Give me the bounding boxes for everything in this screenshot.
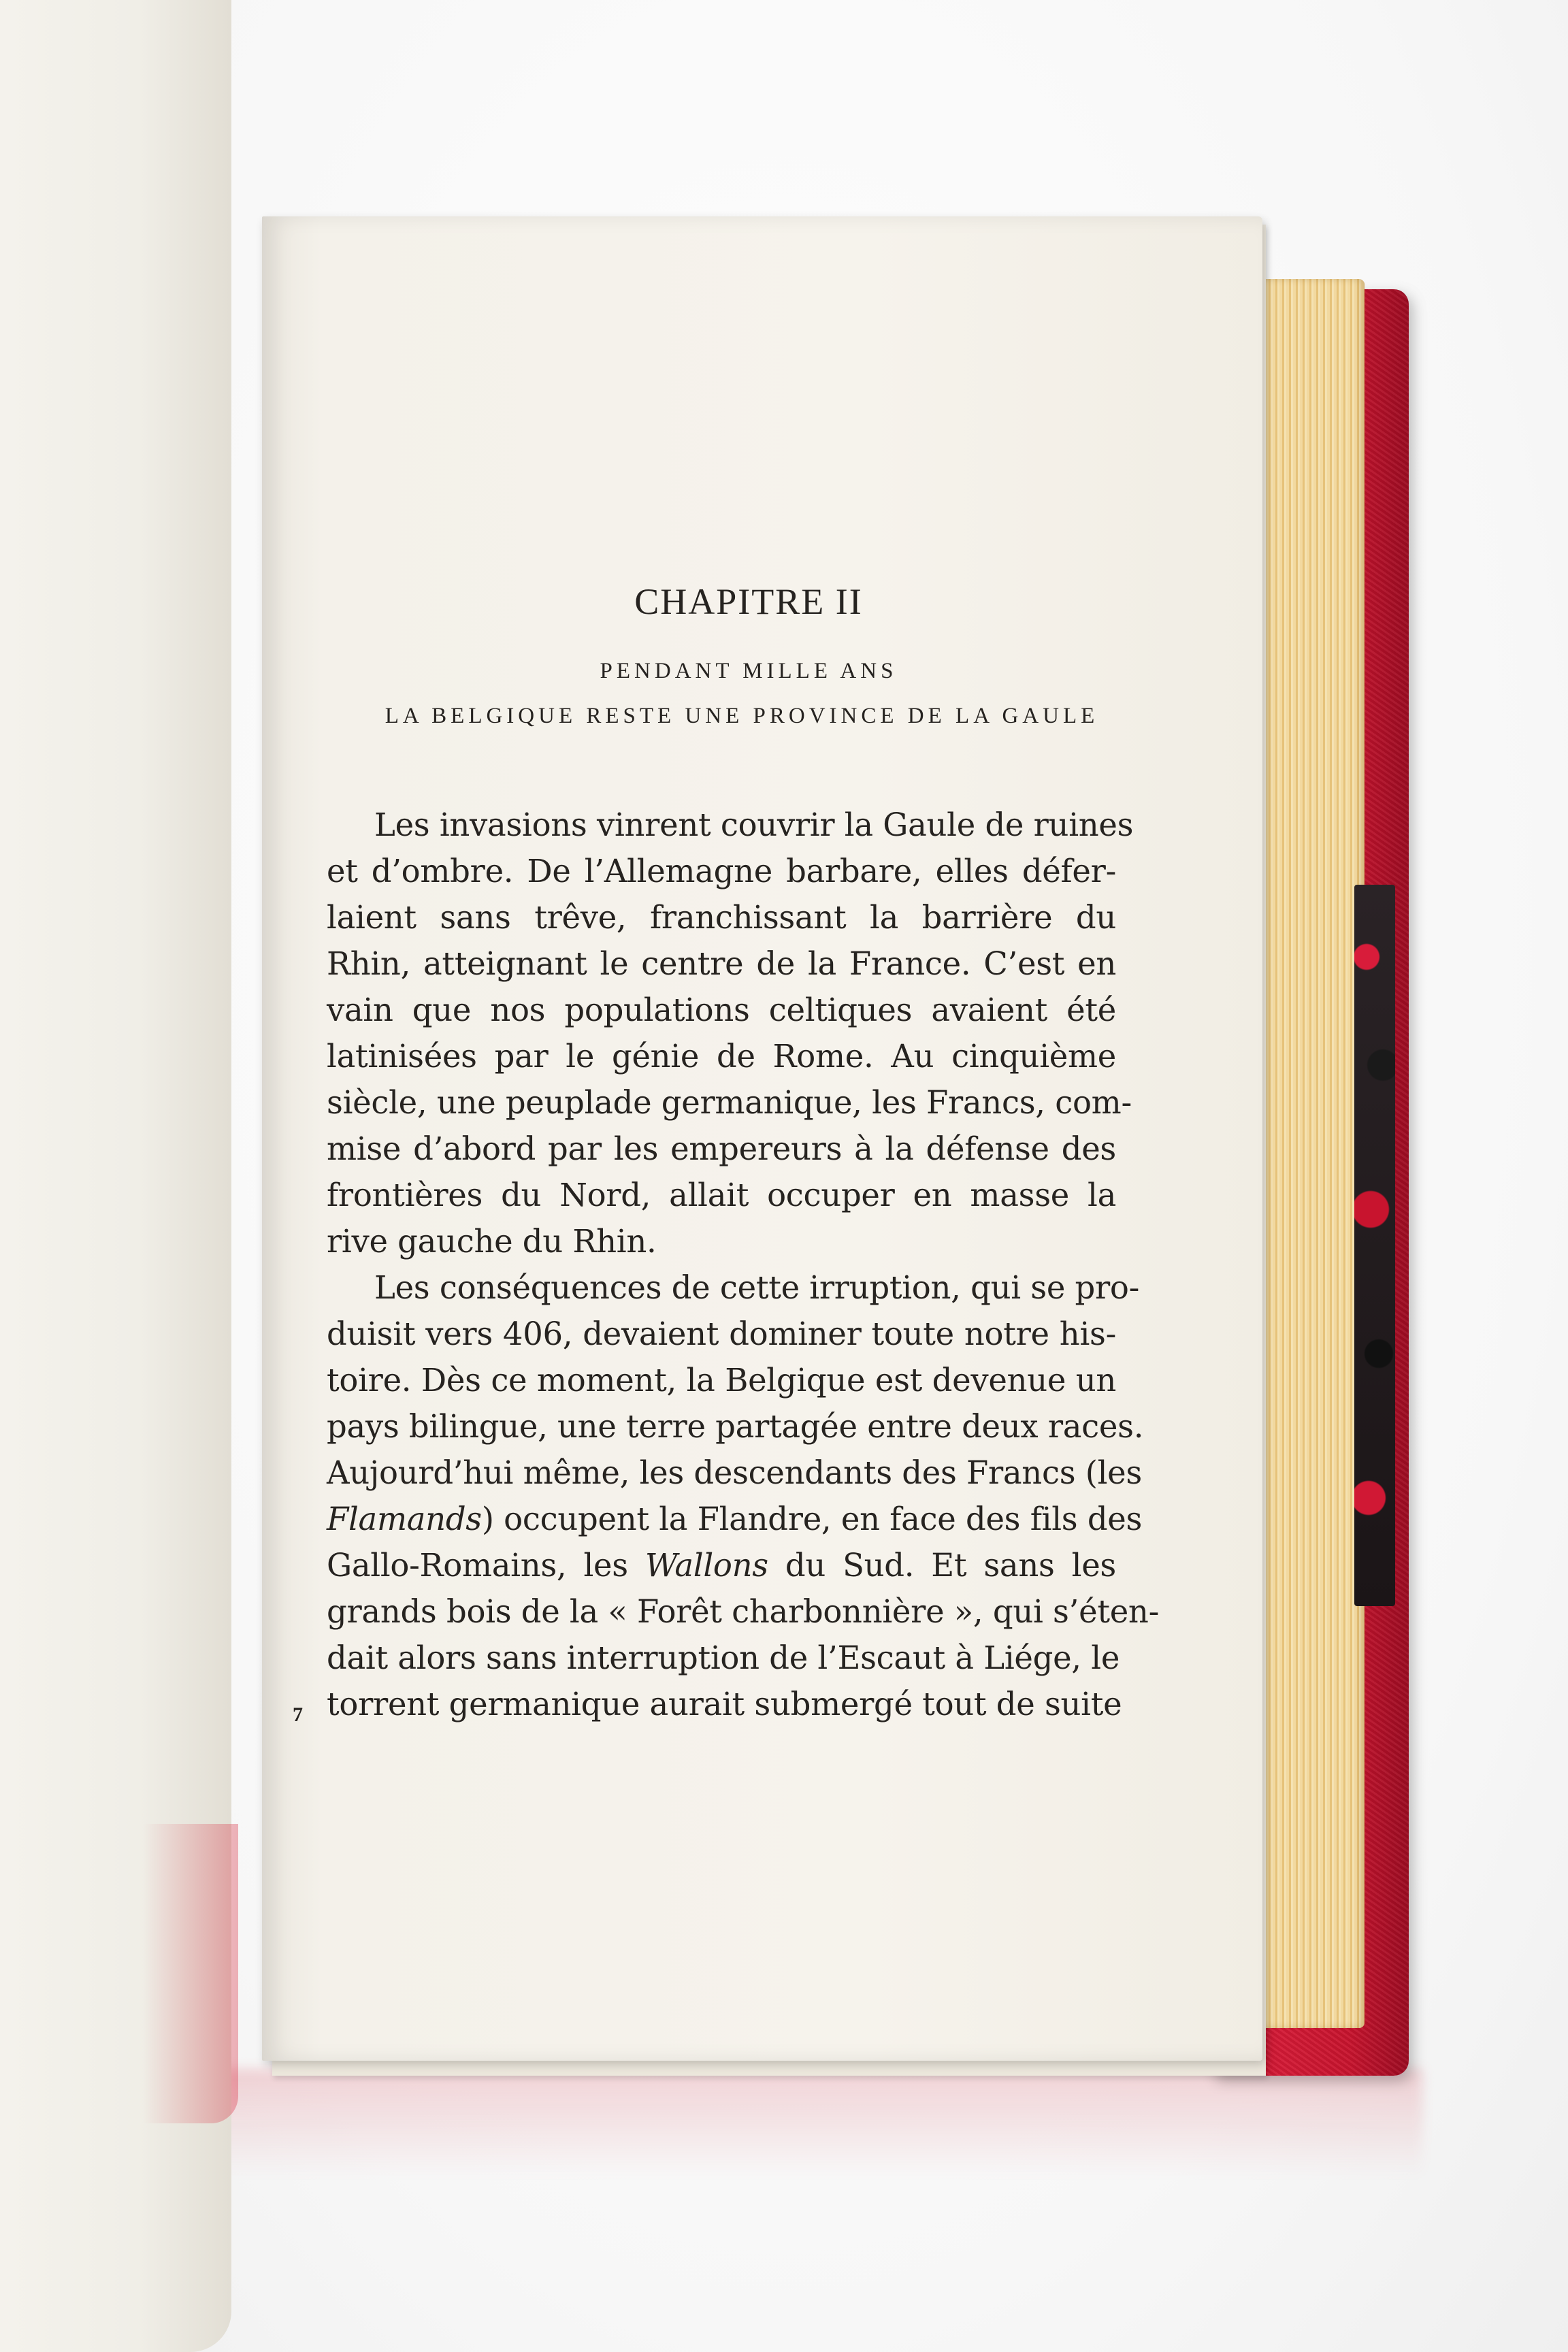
text-line: latinisées par le génie de Rome. Au cinquième (327, 1038, 1116, 1075)
chapter-subtitle-line-1: PENDANT MILLE ANS (600, 659, 898, 683)
text-line: torrent germanique aurait submergé tout de suite (327, 1686, 1122, 1722)
body-text (327, 802, 1159, 1727)
text-line: Aujourd’hui même, les descendants des Francs (les (327, 1454, 1142, 1491)
page-text-area (262, 216, 1262, 2061)
text-line: duisit vers 406, devaient dominer toute notre his- (327, 1316, 1116, 1352)
right-page (262, 216, 1262, 2061)
text-line: siècle, une peuplade germanique, les Francs, com- (327, 1084, 1132, 1121)
text-line: Les invasions vinrent couvrir la Gaule de ruines (374, 806, 1134, 843)
text-line: laient sans trêve, franchissant la barrière du (327, 899, 1116, 936)
text-line: Rhin, atteignant le centre de la France. C’est en (327, 945, 1116, 982)
text-line: vain que nos populations celtiques avaient été (327, 992, 1116, 1028)
page-number: 7 (293, 1703, 303, 1726)
text-line: grands bois de la « Forêt charbonnière », qui s’éten- (327, 1593, 1159, 1630)
left-cover-edge (143, 1824, 238, 2123)
cover-reflection (143, 2069, 1422, 2178)
text-line: rive gauche du Rhin. (327, 1223, 657, 1260)
text-line: frontières du Nord, allait occuper en masse la (327, 1177, 1116, 1213)
text-line: toire. Dès ce moment, la Belgique est devenue un (327, 1362, 1116, 1399)
text-line: Les conséquences de cette irruption, qui se pro- (374, 1269, 1140, 1306)
marbled-endpaper (1354, 885, 1395, 1606)
chapter-title: CHAPITRE II (634, 581, 863, 622)
chapter-subtitle-line-2: LA BELGIQUE RESTE UNE PROVINCE DE LA GAULE (385, 704, 1099, 728)
text-line: Flamands) occupent la Flandre, en face des fils des (327, 1501, 1143, 1537)
text-line: Gallo-Romains, les Wallons du Sud. Et sans les (327, 1547, 1116, 1584)
text-line: mise d’abord par les empereurs à la défense des (327, 1130, 1116, 1167)
text-line: et d’ombre. De l’Allemagne barbare, elles défer- (327, 853, 1116, 889)
text-line: dait alors sans interruption de l’Escaut à Liége, le (327, 1639, 1120, 1676)
text-line: pays bilingue, une terre partagée entre deux races. (327, 1408, 1144, 1445)
